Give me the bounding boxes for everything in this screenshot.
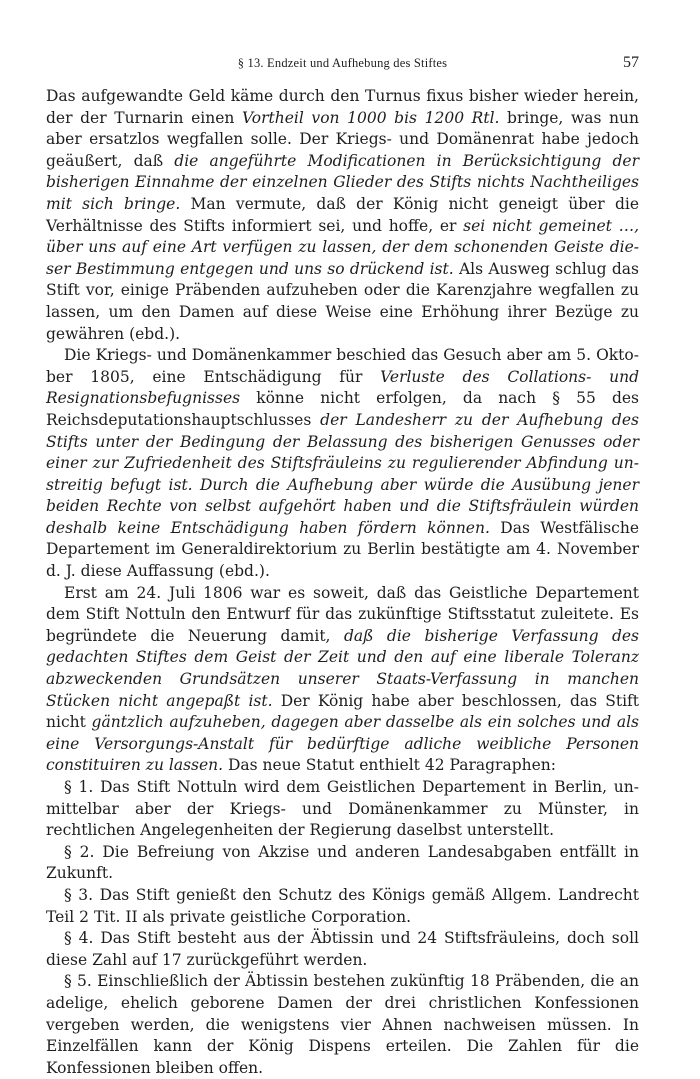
paragraph — [46, 842, 639, 885]
italic-quotation: sei nicht gemeinet …, über uns auf eine Art verfügen zu lassen, der dem schonenden Geiste dieser Bestimmung entgegen und uns so drückend ist. — [46, 216, 640, 278]
text-run: Erst am 24. Juli 1806 war es soweit, daß das Geistliche Departement dem Stift Nottuln den Entwurf für das zukünftige Stiftsstatut zuleitete. Es begründete die Neuerung damit, — [46, 583, 639, 645]
italic-quotation: daß die bisherige Verfassung des gedachten Stiftes dem Geist der Zeit und den auf eine liberale Toleranz abzweckenden Grundsätzen unserer Staats-Verfassung in manchen Stücken nicht angepaßt ist. — [46, 626, 639, 710]
paragraph — [46, 885, 639, 928]
paragraph — [46, 583, 639, 777]
italic-quotation: gäntzlich aufzuheben, dagegen aber dasselbe als ein solches und als eine Versorgungs-Anstalt für bedürftige adliche weibliche Personen constituiren zu lassen. — [46, 713, 639, 775]
text-run: Man vermute, daß der König nicht geneigt über die Verhältnisse des Stifts informiert sei, und hoffe, er — [46, 194, 639, 235]
text-run: Die Kriegs- und Domänenkammer beschied das Gesuch aber am 5. Oktober 1805, eine Entschädigung für — [46, 346, 639, 386]
italic-quotation: der Landesherr zu der Aufhebung des Stifts unter der Bedingung der Belassung des bisherigen Genusses oder einer zur Zufriedenheit des Stiftsfräuleins zu regulierender Abfindung unstreitig befugt ist. Durch die Aufhebung aber würde die Ausübung jener beiden Rechte von selbst aufgehört haben und die Stiftsfräulein würden deshalb keine Entschädigung haben fördern können. — [46, 410, 639, 537]
text-run: § 2. Die Befreiung von Akzise und anderen Landesabgaben entfällt in Zukunft. — [46, 842, 639, 883]
italic-quotation: die angeführte Modificationen in Berücksichtigung der bisherigen Einnahme der einzelnen Glieder des Stifts nichts Nachtheiliges mit sich bringe. — [46, 151, 640, 213]
paragraph — [46, 345, 639, 583]
italic-quotation: Verluste des Collations- und Resignationsbefugnisses — [46, 367, 639, 408]
text-run: § 5. Einschließlich der Äbtissin bestehen zukünftig 18 Präbenden, die an adelige, ehelich geborene Damen der drei christlichen Konfessionen vergeben werden, die wenigstens vier Ahnen nachweisen müssen. In Einzelfällen kann der König Dispens erteilen. Die Zahlen für die Konfessionen bleiben offen. — [46, 972, 639, 1077]
text-run: § 4. Das Stift besteht aus der Äbtissin und 24 Stiftsfräuleins, doch soll diese Zahl auf 17 zurückgeführt werden. — [46, 929, 639, 969]
text-run: Als Ausweg schlug das Stift vor, einige Präbenden aufzuheben oder die Karenzjahre wegfallen zu lassen, um den Damen auf diese Weise eine Erhöhung ihrer Bezüge zu gewähren (ebd.). — [46, 259, 639, 343]
body-text — [46, 86, 639, 1079]
text-run: Das Westfälische Departement im Generaldirektorium zu Berlin bestätigte am 4. November d. J. diese Auffassung (ebd.). — [46, 518, 639, 581]
running-header-title: § 13. Endzeit und Aufhebung des Stiftes — [237, 56, 448, 70]
text-run: Das aufgewandte Geld käme durch den Turnus fixus bisher wieder herein, der der Turnarin einen — [46, 87, 639, 127]
text-run: Der König habe aber beschlossen, das Stift nicht — [46, 691, 639, 732]
paragraph — [46, 86, 639, 345]
italic-quotation: Vortheil von 1000 bis 1200 Rtl. — [242, 108, 500, 127]
text-run: könne nicht erfolgen, da nach § 55 des Reichsdeputationshauptschlusses — [46, 389, 639, 429]
page-number: 57 — [623, 54, 639, 71]
paragraph — [46, 928, 639, 971]
paragraph — [46, 971, 639, 1079]
paragraph — [46, 777, 639, 842]
text-run: bringe, was nun aber ersatzlos wegfallen solle. Der Kriegs- und Domänenrat habe jedoch geäußert, daß — [46, 108, 639, 170]
text-run: § 1. Das Stift Nottuln wird dem Geistlichen Departement in Berlin, unmittelbar aber der Kriegs- und Domänenkammer zu Münster, in rechtlichen Angelegenheiten der Regierung daselbst unterstellt. — [46, 778, 639, 840]
running-header — [46, 54, 639, 78]
text-run: Das neue Statut enthielt 42 Paragraphen: — [223, 756, 556, 775]
text-run: § 3. Das Stift genießt den Schutz des Königs gemäß Allgem. Landrecht Teil 2 Tit. II als private geistliche Corporation. — [46, 885, 639, 926]
